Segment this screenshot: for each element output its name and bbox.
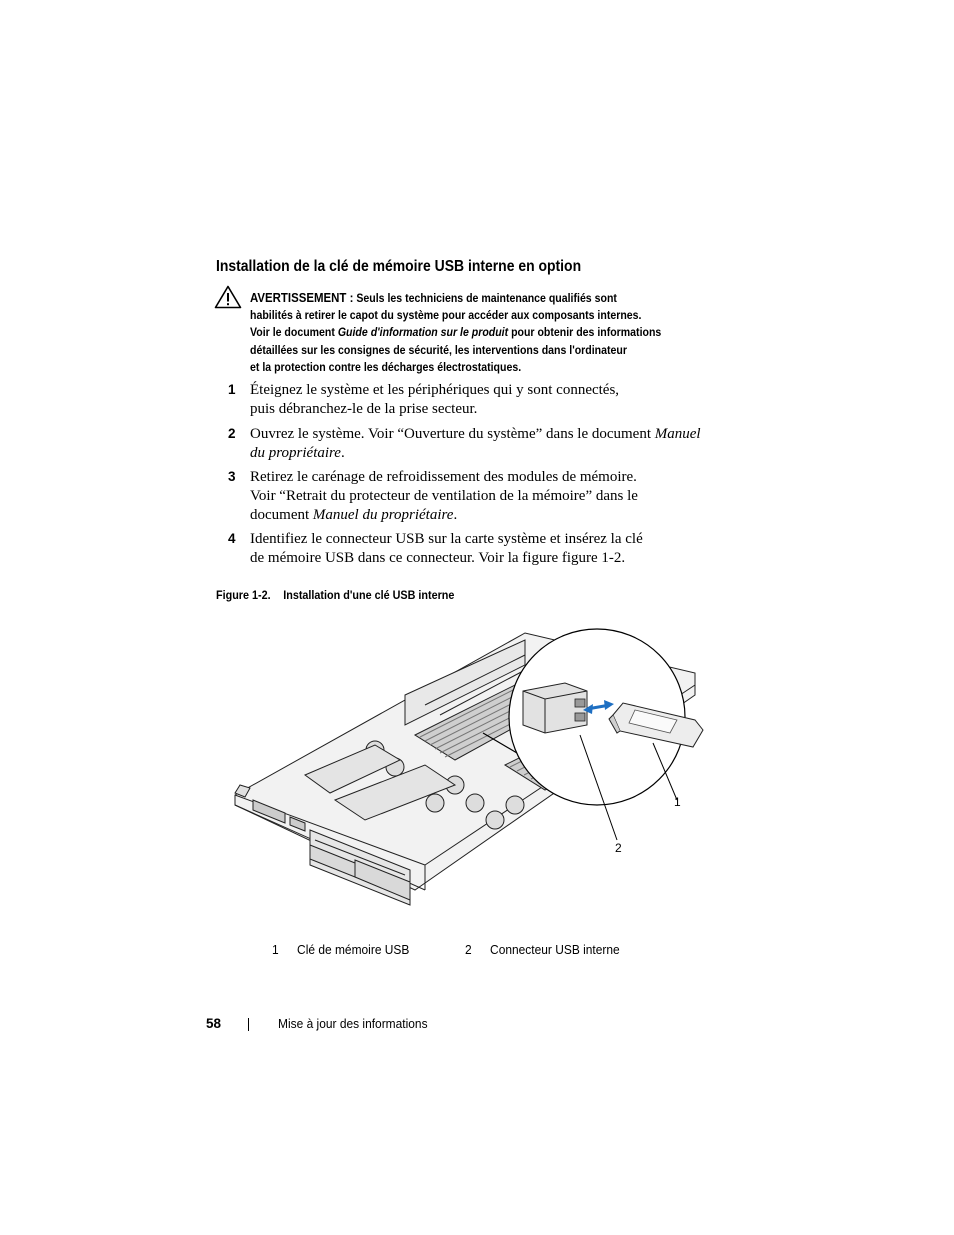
step-text: Ouvrez le système. Voir “Ouverture du système” dans le document: [250, 426, 652, 442]
document-title: Manuel du propriétaire: [312, 507, 454, 523]
warning-text: et la protection contre les décharges électrostatiques.: [250, 359, 522, 374]
callout-2: 2: [615, 841, 622, 855]
figure-number: Figure 1-2.: [216, 588, 271, 602]
legend-label: Clé de mémoire USB: [297, 942, 410, 957]
legend-number: 2: [465, 942, 472, 957]
step-text: document: [250, 507, 310, 523]
callout-1: 1: [674, 795, 681, 809]
warning-label: AVERTISSEMENT :: [250, 290, 354, 305]
legend-label: Connecteur USB interne: [490, 942, 620, 957]
section-title: Installation de la clé de mémoire USB interne en option: [216, 258, 582, 275]
warning-notice: [250, 289, 708, 376]
step-number: 3: [228, 469, 236, 484]
figure-caption: [216, 588, 454, 602]
server-usb-illustration: [225, 625, 725, 920]
document-title: Guide d'information sur le produit: [337, 325, 509, 340]
step-text: Voir “Retrait du protecteur de ventilation de la mémoire” dans le: [250, 488, 638, 504]
step-text: Éteignez le système et les périphériques qui y sont connectés,: [250, 382, 620, 398]
warning-text: habilités à retirer le capot du système pour accéder aux composants internes.: [250, 308, 642, 323]
step-text: Identifiez le connecteur USB sur la carte système et insérez la clé: [250, 531, 643, 547]
warning-text: pour obtenir des informations: [511, 325, 662, 340]
step-text: de mémoire USB dans ce connecteur. Voir la figure figure 1-2.: [250, 550, 626, 566]
warning-text: détaillées sur les consignes de sécurité, les interventions dans l'ordinateur: [250, 342, 627, 357]
step-text: .: [453, 507, 458, 523]
warning-icon: [214, 285, 242, 309]
legend-item-2: [465, 942, 620, 957]
footer-title: Mise à jour des informations: [278, 1016, 428, 1031]
warning-text: Seuls les techniciens de maintenance qualifiés sont: [356, 291, 617, 305]
step-text: puis débranchez-le de la prise secteur.: [250, 401, 478, 417]
legend-number: 1: [272, 942, 279, 957]
step-text: .: [340, 445, 345, 461]
step-number: 2: [228, 426, 236, 441]
page-number: 58: [206, 1016, 222, 1031]
step-text: Retirez le carénage de refroidissement des modules de mémoire.: [250, 469, 637, 485]
legend-item-1: [272, 942, 409, 957]
step-number: 4: [228, 531, 236, 546]
document-title: Manuel: [654, 426, 701, 442]
document-title: du propriétaire: [250, 445, 341, 461]
detail-magnifier: [509, 629, 703, 805]
warning-text: Voir le document: [250, 325, 335, 340]
figure-title: Installation d'une clé USB interne: [283, 588, 455, 602]
step-number: 1: [228, 382, 236, 397]
footer-separator: [248, 1018, 249, 1031]
